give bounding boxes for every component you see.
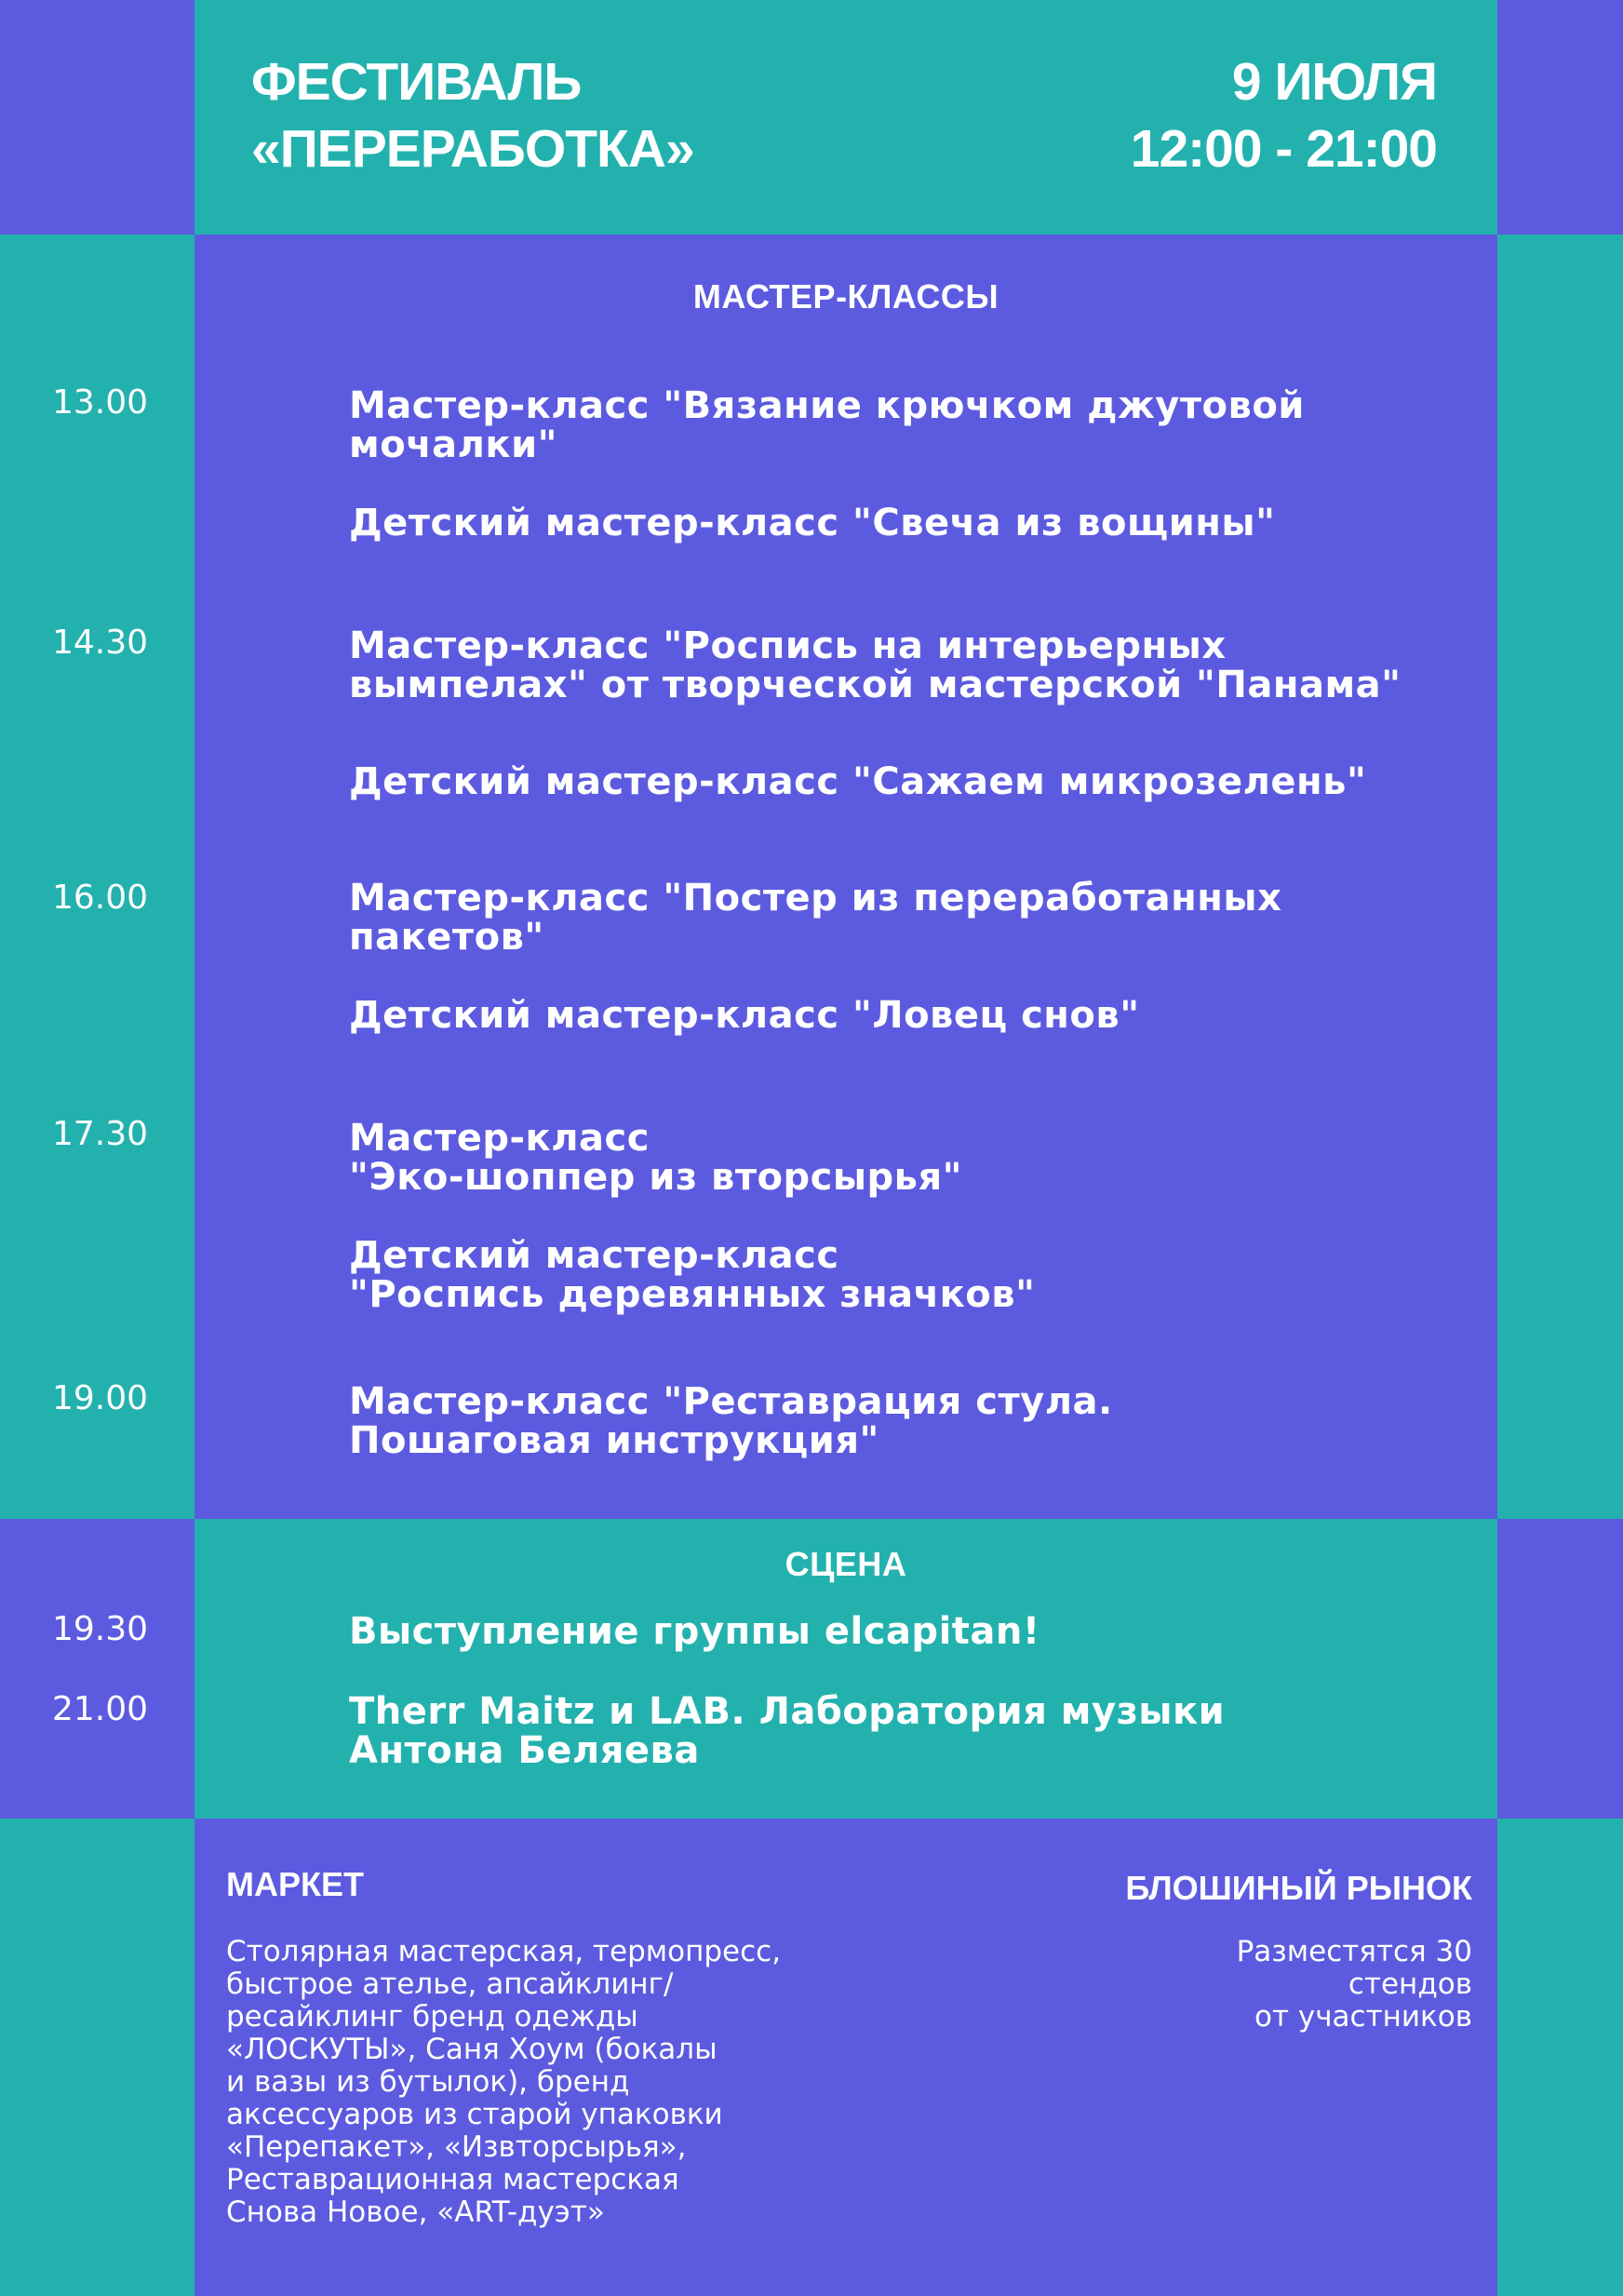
masterclass-line: Мастер-класс "Реставрация стула. (349, 1380, 1113, 1423)
market-line: Столярная мастерская, термопресс, (226, 1935, 782, 1968)
scene-time-column (0, 1519, 194, 1819)
scene-right-column (1497, 1519, 1623, 1819)
masterclasses-section (0, 235, 1623, 1519)
masterclasses-heading: МАСТЕР-КЛАССЫ (692, 277, 999, 316)
masterclass-line: мочалки" (349, 423, 557, 466)
scene-heading: СЦЕНА (785, 1545, 907, 1583)
masterclass-item (349, 996, 1140, 1035)
time-label: 21.00 (52, 1690, 149, 1728)
market-line: Реставрационная мастерская (226, 2163, 679, 2196)
festival-title-line-1: ФЕСТИВАЛЬ (251, 52, 582, 112)
masterclass-line: Детский мастер-класс "Сажаем микрозелень" (349, 760, 1367, 803)
masterclass-item (349, 386, 1305, 464)
masterclass-line: вымпелах" от творческой мастерской "Панама" (349, 664, 1402, 706)
header-right-square (1497, 0, 1623, 235)
market-line: «Перепакет», «Извторсырья», (226, 2130, 687, 2164)
market-line: быстрое ателье, апсайклинг/ (226, 1967, 674, 2001)
time-label: 13.00 (52, 383, 149, 422)
market-line: «ЛОСКУТЫ», Саня Хоум (бокалы (226, 2033, 718, 2066)
festival-date: 9 ИЮЛЯ (1231, 52, 1437, 112)
masterclass-line: Детский мастер-класс (349, 1234, 839, 1277)
masterclass-item (349, 879, 1281, 957)
masterclass-line: Детский мастер-класс "Свеча из вощины" (349, 502, 1276, 544)
flea-market-description (1237, 1936, 1472, 2034)
scene-line: Therr Maitz и LAB. Лаборатория музыки (349, 1690, 1226, 1733)
festival-date-time (1131, 48, 1437, 182)
masterclasses-time-column (0, 235, 194, 1519)
masterclass-line: Мастер-класс "Постер из переработанных (349, 877, 1282, 920)
market-line: Снова Новое, «ART-дуэт» (226, 2195, 605, 2229)
market-description (226, 1936, 781, 2229)
masterclass-line: "Эко-шоппер из вторсырья" (349, 1156, 962, 1199)
time-label: 14.30 (52, 624, 149, 662)
time-label: 19.00 (52, 1379, 149, 1417)
masterclass-item (349, 626, 1401, 705)
flea-market-heading: БЛОШИНЫЙ РЫНОК (1125, 1869, 1472, 1907)
festival-title (251, 48, 694, 182)
market-heading: МАРКЕТ (226, 1865, 364, 1903)
masterclass-item (349, 1119, 962, 1197)
time-label: 16.00 (52, 879, 149, 917)
masterclass-line: Мастер-класс (349, 1117, 650, 1160)
header-left-square (0, 0, 194, 235)
scene-item (349, 1692, 1225, 1770)
market-line: и вазы из бутылок), бренд (226, 2065, 630, 2099)
masterclass-line: Пошаговая инструкция" (349, 1419, 879, 1462)
masterclass-item (349, 1382, 1113, 1460)
market-line: аксессуаров из старой упаковки (226, 2098, 723, 2131)
market-right-column (1497, 1819, 1623, 2296)
masterclass-line: "Роспись деревянных значков" (349, 1273, 1036, 1316)
masterclass-item (349, 504, 1275, 543)
festival-hours: 12:00 - 21:00 (1130, 119, 1437, 179)
market-line: ресайклинг бренд одежды (226, 2000, 638, 2034)
masterclass-item (349, 1236, 1035, 1314)
masterclass-line: Мастер-класс "Роспись на интерьерных (349, 624, 1227, 667)
time-label: 17.30 (52, 1115, 149, 1153)
market-left-column (0, 1819, 194, 2296)
market-section (0, 1819, 1623, 2296)
masterclass-line: Детский мастер-класс "Ловец снов" (349, 994, 1140, 1037)
masterclasses-right-column (1497, 235, 1623, 1519)
header-band (0, 0, 1623, 235)
masterclass-line: Мастер-класс "Вязание крючком джутовой (349, 384, 1305, 427)
flea-line: стендов (1348, 1967, 1472, 2001)
flea-line: от участников (1254, 2000, 1472, 2034)
time-label: 19.30 (52, 1610, 149, 1648)
flea-line: Разместятся 30 (1236, 1935, 1472, 1968)
scene-section (0, 1519, 1623, 1819)
scene-line: Антона Беляева (349, 1729, 700, 1772)
scene-item (349, 1612, 1040, 1651)
scene-line: Выступление группы elcapitan! (349, 1610, 1040, 1653)
masterclass-item (349, 762, 1366, 801)
festival-title-line-2: «ПЕРЕРАБОТКА» (251, 119, 694, 179)
masterclass-line: пакетов" (349, 916, 544, 959)
